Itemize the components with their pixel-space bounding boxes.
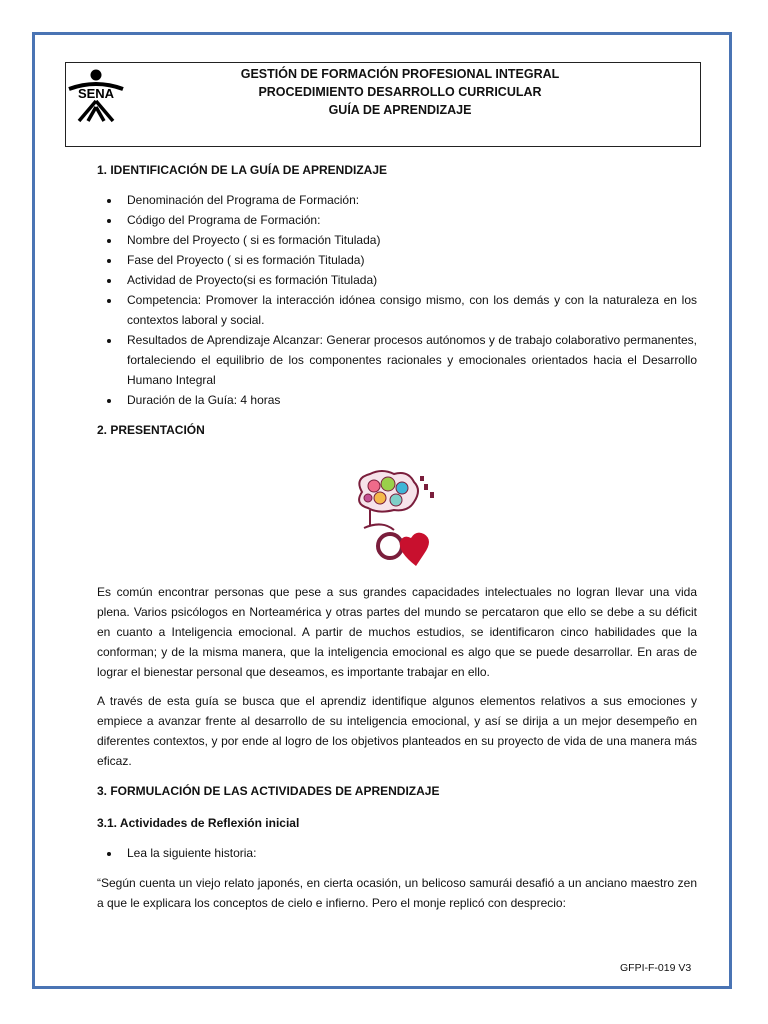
identification-list: [97, 190, 697, 410]
list-item: • Denominación del Programa de Formación:: [121, 190, 697, 210]
list-item: • Nombre del Proyecto ( si es formación Titulada): [121, 230, 697, 250]
reflection-list: [97, 843, 697, 863]
list-item: • Fase del Proyecto ( si es formación Titulada): [121, 250, 697, 270]
logo-text: SENA: [77, 86, 115, 101]
list-item: • Resultados de Aprendizaje Alcanzar: Generar procesos autónomos y de trabajo colaborativo permanentes, fortaleciendo el equilibrio de los componentes racionales y emocionales orientados hacia el Desarrollo Humano Integral: [121, 330, 697, 390]
list-item: • Competencia: Promover la interacción idónea consigo mismo, con los demás y con la naturaleza en los contextos laboral y social.: [121, 290, 697, 330]
section-2-title: 2. PRESENTACIÓN: [97, 423, 205, 437]
sena-logo: [67, 67, 125, 125]
presentation-paragraph-1: Es común encontrar personas que pese a sus grandes capacidades intelectuales no logran llevar una vida plena. Varios psicólogos en Norteamérica y otras partes del mundo se percataron que ello se debe a su déficit en cuanto a Inteligencia emocional. A partir de muchos estudios, se identificaron cinco habilidades que la conforman; y de la misma manera, que la inteligencia emocional es algo que se puede desarrollar. En aras de lograr el bienestar personal que deseamos, es importante trabajar en ello.: [97, 585, 697, 679]
list-item: • Código del Programa de Formación:: [121, 210, 697, 230]
section-1-title: 1. IDENTIFICACIÓN DE LA GUÍA DE APRENDIZAJE: [97, 163, 388, 177]
story-paragraph: “Según cuenta un viejo relato japonés, en cierta ocasión, un belicoso samurái desafió a un anciano maestro zen a que le explicara los conceptos de cielo e infierno. Pero el monje replicó con desprecio:: [97, 876, 697, 910]
brain-heart-illustration: [348, 468, 443, 568]
section-3-title: 3. FORMULACIÓN DE LAS ACTIVIDADES DE APRENDIZAJE: [97, 784, 440, 798]
presentation-paragraph-2: A través de esta guía se busca que el aprendiz identifique algunos elementos relativos a sus emociones y empiece a avanzar frente al desarrollo de su inteligencia emocional, y así se dirija a un mejor desempeño en diferentes contextos, y por ende al logro de los objetivos planteados en su proyecto de vida de una manera más eficaz.: [97, 694, 697, 768]
header-line-2: PROCEDIMIENTO DESARROLLO CURRICULAR: [258, 85, 542, 99]
list-item: • Duración de la Guía: 4 horas: [121, 390, 697, 410]
form-code: GFPI-F-019 V3: [620, 962, 692, 974]
header-line-3: GUÍA DE APRENDIZAJE: [328, 103, 472, 117]
header-title-block: [200, 65, 600, 119]
section-3-1-subtitle: 3.1. Actividades de Reflexión inicial: [97, 816, 300, 830]
list-item: • Lea la siguiente historia:: [121, 843, 697, 863]
header-line-1: GESTIÓN DE FORMACIÓN PROFESIONAL INTEGRAL: [240, 67, 560, 81]
list-item: • Actividad de Proyecto(si es formación Titulada): [121, 270, 697, 290]
